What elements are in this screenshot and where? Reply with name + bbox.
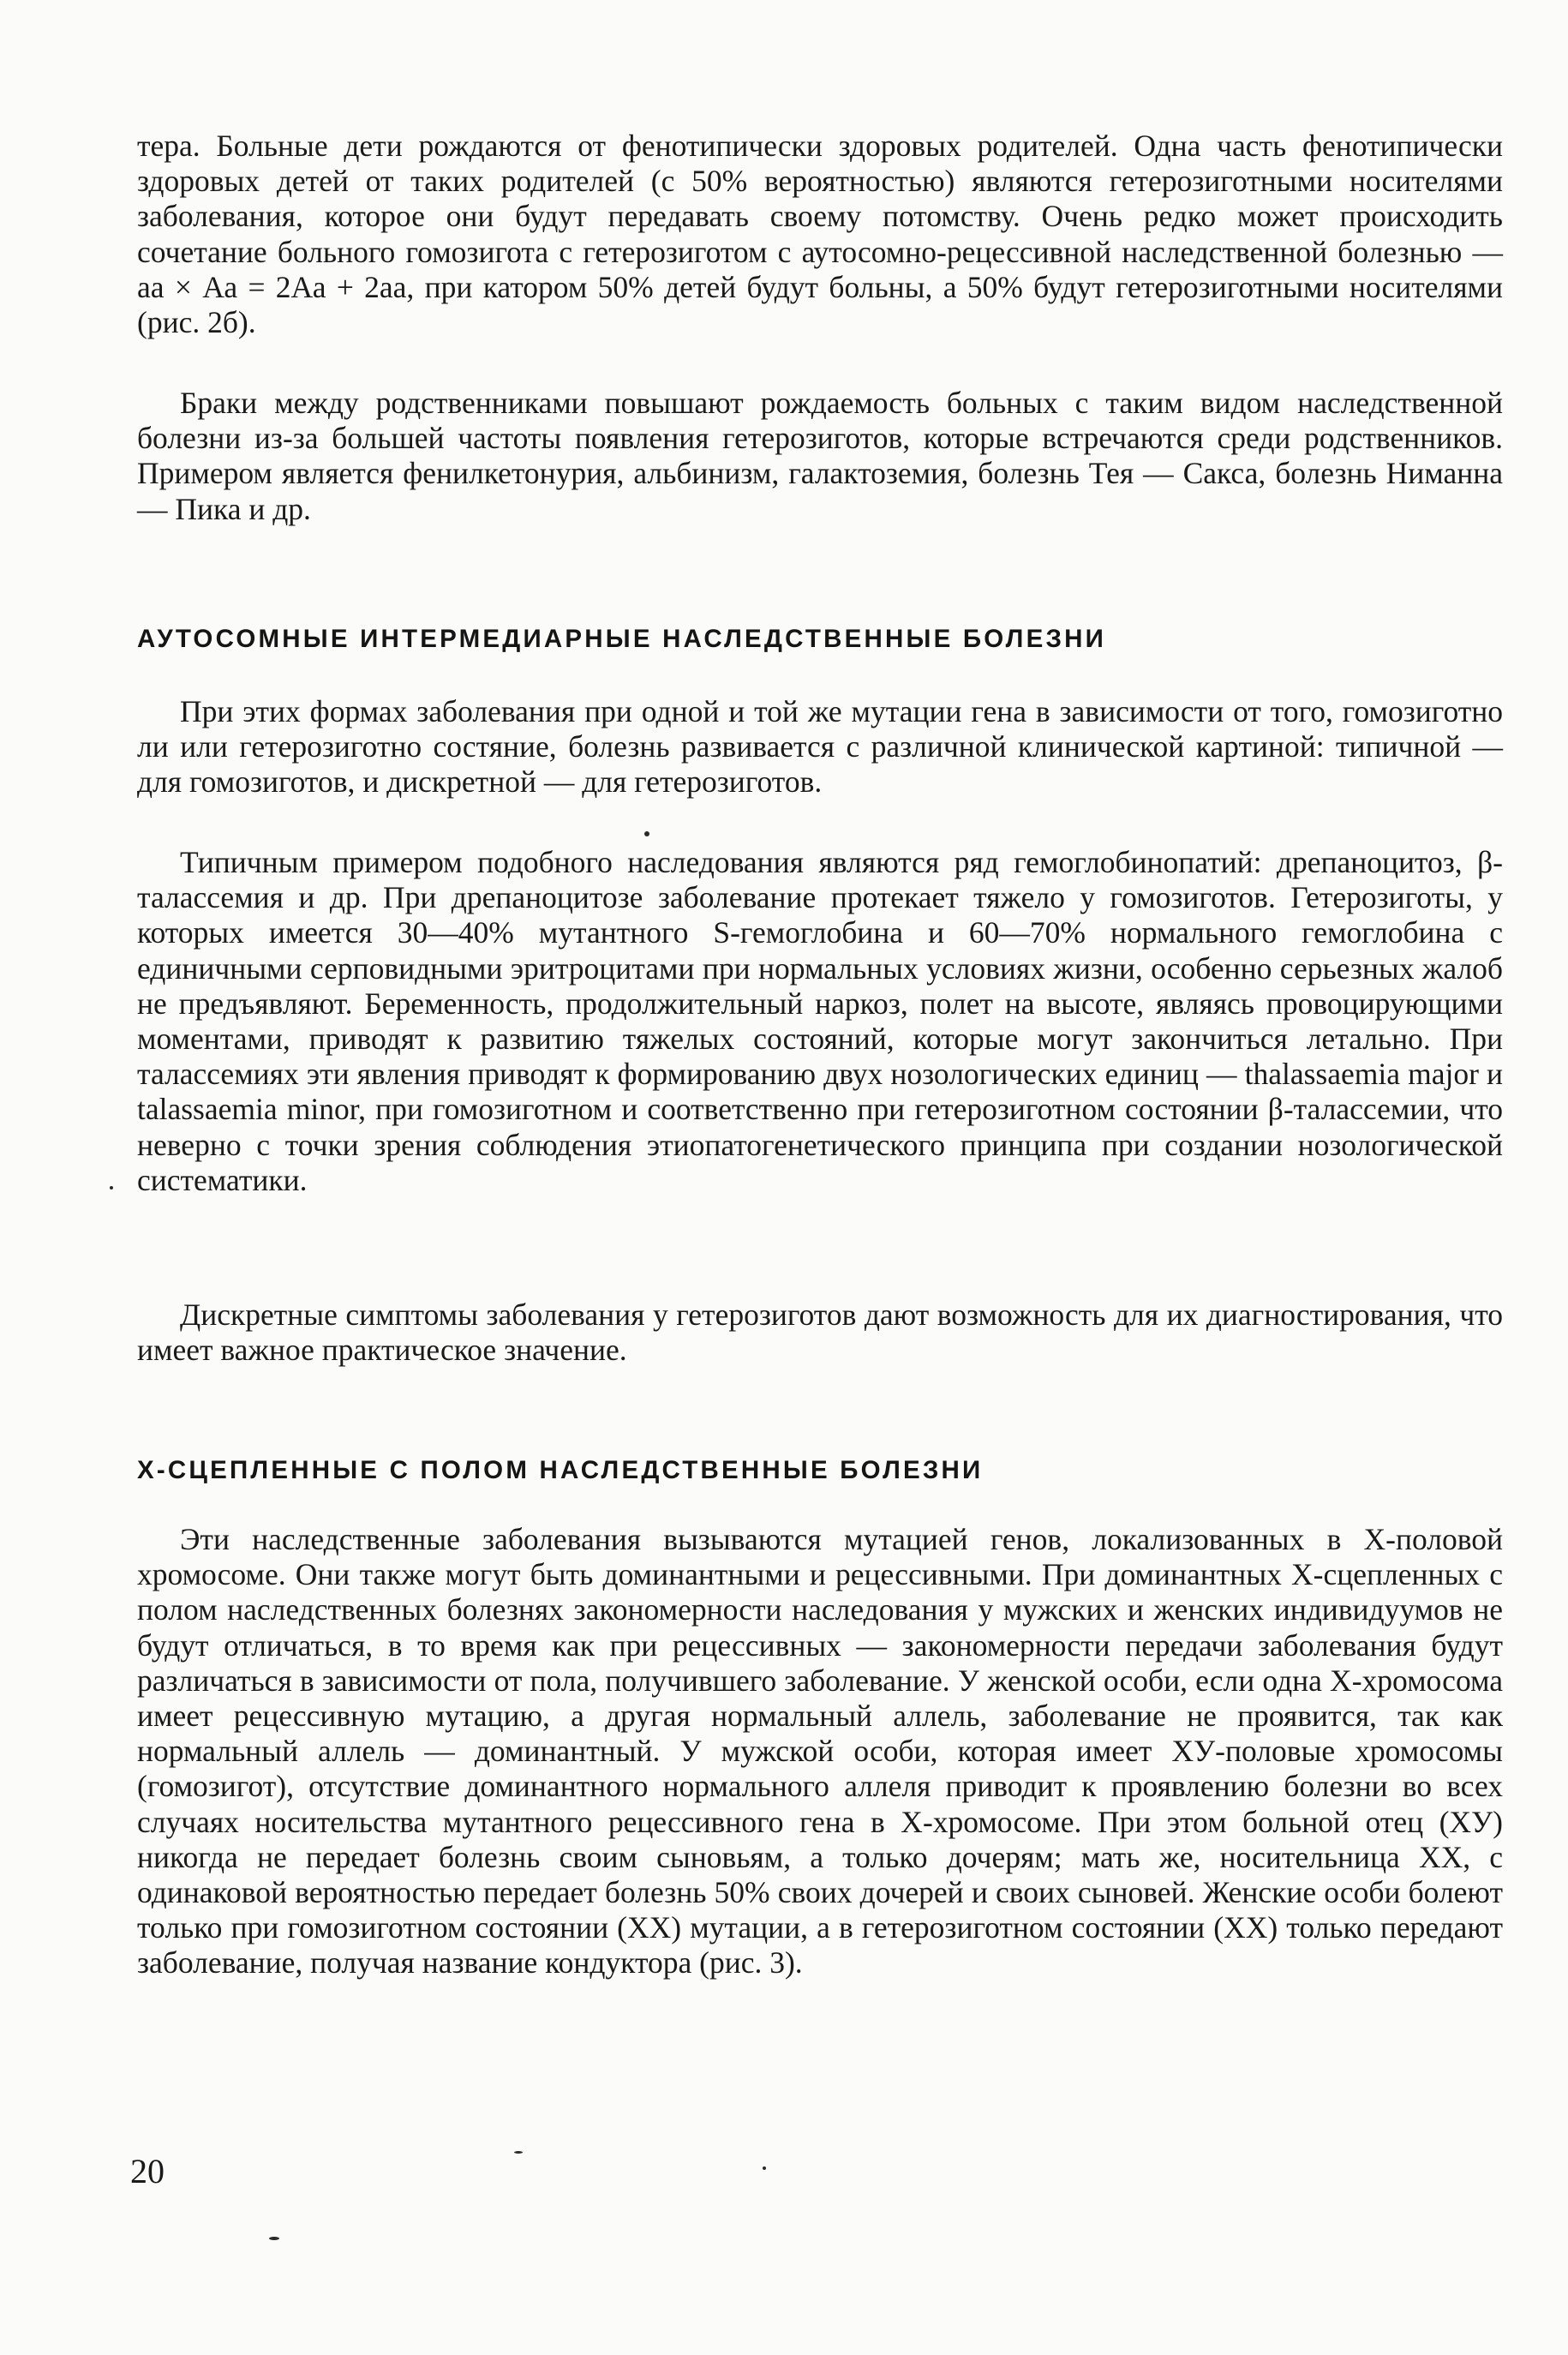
paragraph-discrete-symptoms: Дискретные симптомы заболевания у гетерозиготов дают возможность для их диагностирования, что имеет важное практическое значение.	[137, 1297, 1503, 1368]
scan-speck	[269, 2237, 279, 2240]
paragraph-continuation: тера. Больные дети рождаются от фенотипически здоровых родителей. Одна часть фенотипически здоровых детей от таких родителей (с 50% вероятностью) являются гетерозиготными носителями заболевания, которое они будут передавать своему потомству. Очень редко может происходить сочетание больного гомозигота с гетерозиготом с аутосомно-рецессивной наследственной болезнью — аа × Аа = 2Аа + 2аа, при катором 50% детей будут больны, а 50% будут гетерозиготными носителями (рис. 2б).	[137, 129, 1503, 340]
scan-speck	[763, 2166, 766, 2170]
page-number: 20	[130, 2152, 165, 2190]
section-heading-autosomal-intermediary: АУТОСОМНЫЕ ИНТЕРМЕДИАРНЫЕ НАСЛЕДСТВЕННЫЕ БОЛЕЗНИ	[137, 625, 1107, 653]
paragraph-consanguineous-marriages: Браки между родственниками повышают рождаемость больных с таким видом наследственной болезни из-за большей частоты появления гетерозиготов, которые встречаются среди родственников. Примером является фенилкетонурия, альбинизм, галактоземия, болезнь Тея — Сакса, болезнь Ниманна — Пика и др.	[137, 386, 1503, 526]
paragraph-hemoglobinopathies: Типичным примером подобного наследования являются ряд гемоглобинопатий: дрепаноцитоз, β-талассемия и др. При дрепаноцитозе заболевание протекает тяжело у гомозиготов. Гетерозиготы, у которых имеется 30—40% мутантного S-гемоглобина и 60—70% нормального гемоглобина с единичными серповидными эритроцитами при нормальных условиях жизни, особенно серьезных жалоб не предъявляют. Беременность, продолжительный наркоз, полет на высоте, являясь провоцирующими моментами, приводят к развитию тяжелых состояний, которые могут закончиться летально. При талассемиях эти явления приводят к формированию двух нозологических единиц — thalassaemia major и talassaemia minor, при гомозиготном и соответственно при гетерозиготном состоянии β-талассемии, что неверно с точки зрения соблюдения этиопатогенетического принципа при создании нозологической систематики.	[137, 845, 1503, 1197]
scan-speck	[110, 1186, 113, 1189]
scan-speck	[644, 831, 649, 836]
scan-speck	[514, 2151, 523, 2154]
paragraph-x-linked-diseases: Эти наследственные заболевания вызываются мутацией генов, локализованных в Х-половой хромосоме. Они также могут быть доминантными и рецессивными. При доминантных Х-сцепленных с полом наследственных болезнях закономерности наследования у мужских и женских индивидуумов не будут отличаться, в то время как при рецессивных — закономерности передачи заболевания будут различаться в зависимости от пола, получившего заболевание. У женской особи, если одна Х-хромосома имеет рецессивную мутацию, а другая нормальный аллель, заболевание не проявится, так как нормальный аллель — доминантный. У мужской особи, которая имеет ХУ-половые хромосомы (гомозигот), отсутствие доминантного нормального аллеля приводит к проявлению болезни во всех случаях носительства мутантного рецессивного гена в Х-хромосоме. При этом больной отец (ХУ) никогда не передает болезнь своим сыновьям, а только дочерям; мать же, носительница ХХ, с одинаковой вероятностью передает болезнь 50% своих дочерей и своих сыновей. Женские особи болеют только при гомозиготном состоянии (ХХ) мутации, а в гетерозиготном состоянии (ХХ) только передают заболевание, получая название кондуктора (рис. 3).	[137, 1522, 1503, 1980]
paragraph-intermediary-forms: При этих формах заболевания при одной и той же мутации гена в зависимости от того, гомозиготно ли или гетерозиготно состяние, болезнь развивается с различной клинической картиной: типичной — для гомозиготов, и дискретной — для гетерозиготов.	[137, 694, 1503, 800]
section-heading-x-linked: X-СЦЕПЛЕННЫЕ С ПОЛОМ НАСЛЕДСТВЕННЫЕ БОЛЕЗНИ	[137, 1456, 984, 1484]
